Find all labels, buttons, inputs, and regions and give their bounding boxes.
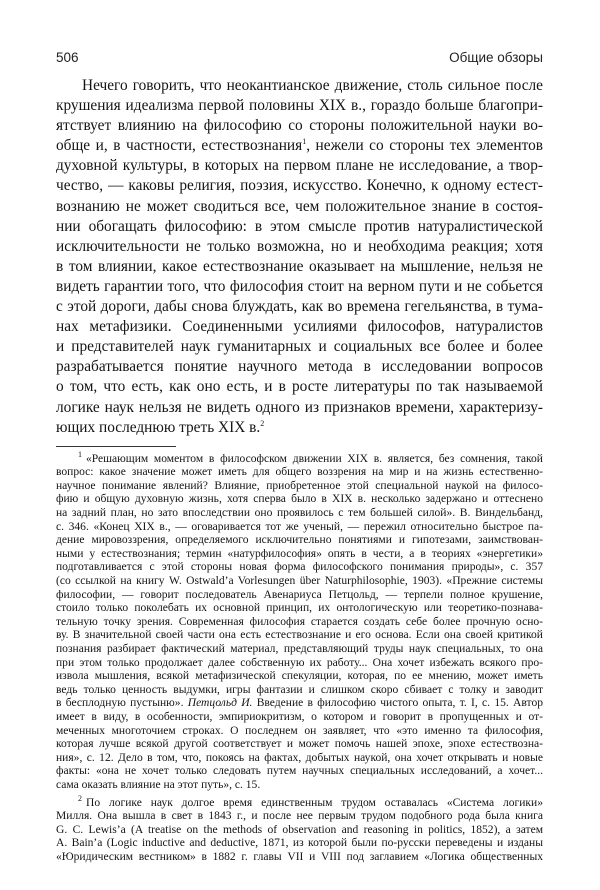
footnote-line: философии, — говорит последователь Авенариуса Петцольд, — терпели полное крушение, bbox=[56, 588, 543, 601]
footnote-line-text: По логике наук долгое время единственным трудом оставалась «Система логики» bbox=[86, 796, 543, 809]
main-line-part: обще и, в частности, естествознания bbox=[56, 137, 303, 155]
footnote-line: с. 346. «Конец XIX в., — оговаривается тот же ученый, — пережил относительно быстрое па- bbox=[56, 520, 543, 533]
main-line-part: ющих последнюю треть XIX в. bbox=[56, 418, 261, 436]
footnote-ref-2[interactable]: 2 bbox=[260, 418, 265, 428]
footnote-line: A. Bain’a (Logic inductive and deductive, 1871, из которой были по-русски переведены и изданы bbox=[56, 837, 543, 850]
main-line: нии обогащать философию: в этом смысле против натуралистической bbox=[56, 217, 543, 235]
footnote-line: при этом только продолжает далее собственную их работу... Она хочет избежать всякого про- bbox=[56, 656, 543, 669]
running-header bbox=[56, 50, 543, 70]
footnote-line: на задний план, но зато впоследствии оно проявилось с тем большей силой». В. Виндельбанд, bbox=[56, 507, 543, 520]
main-line: с этой дороги, дабы снова блуждать, как во времена гегельянства, в тума- bbox=[56, 298, 543, 316]
footnote-line: стоило только поколебать их основной принцип, их онтологическую или теоретико-познава- bbox=[56, 602, 543, 615]
footnote-line: дение мировоззрения, определяемого исключительно понятиями и гипотезами, заимствован- bbox=[56, 534, 543, 547]
main-line: в том влиянии, какое естествознание оказывает на мышление, нельзя не bbox=[56, 257, 543, 275]
main-line: вознанию не может сводиться все, чем положительное знание в состоя- bbox=[56, 197, 543, 215]
main-line: видеть гарантии того, что философия стоит на верном пути и не собьется bbox=[56, 277, 543, 295]
main-line: логике наук нельзя не видеть одного из признаков времени, характеризу- bbox=[56, 398, 543, 416]
footnote-line: ву. В значительной своей части она есть естествознание и его основа. Если она своей критикой bbox=[56, 629, 543, 642]
footnote-line: ведь только ценность выдумки, игры фантазии и слишком скоро сбивает с толку и заводит bbox=[56, 683, 543, 696]
footnote-line: Милля. Она вышла в свет в 1843 г., и после нее первым трудом подобного рода была книга bbox=[56, 810, 543, 823]
main-paragraph bbox=[56, 76, 543, 438]
main-line: и представителей наук гуманитарных и социальных все более и более bbox=[56, 338, 543, 356]
running-title: Общие обзоры bbox=[449, 50, 543, 65]
main-line-part: , нежели со стороны тех элементов bbox=[306, 137, 544, 155]
footnote-line bbox=[56, 793, 543, 811]
footnote-line: ными у естествознания; термин «натурфилософия» опять в чести, а в теориях «энергетики» bbox=[56, 547, 543, 560]
footnote-line bbox=[56, 449, 543, 467]
footnote-divider bbox=[56, 446, 176, 447]
main-line: крушения идеализма первой половины XIX в., гораздо больше благопри- bbox=[56, 97, 543, 115]
main-line-with-footnote-ref bbox=[56, 136, 543, 156]
page-body bbox=[56, 76, 543, 869]
footnote-line: вопрос: какое значение может иметь для общего воззрения на мир и на жизнь естественно- bbox=[56, 466, 543, 479]
footnote-2 bbox=[56, 793, 543, 865]
main-line: о том, что есть, как оно есть, и в росте литературы по так называемой bbox=[56, 378, 543, 396]
footnote-line bbox=[56, 697, 543, 711]
footnote-line: которая лучше всякой другой соответствует и может помочь нашей эпохе, эпохе естествозна- bbox=[56, 738, 543, 751]
footnote-line-text: Введение в философию чистого опыта, т. I, с. 15. Автор bbox=[256, 697, 543, 710]
footnote-line: G. C. Lewis’a (A treatise on the methods of observation and reasoning in politics, 1852), а затем bbox=[56, 823, 543, 836]
footnote-line: ния», с. 12. Дело в том, что, покоясь на фактах, добытых наукой, она хочет открывать и новые bbox=[56, 751, 543, 764]
footnote-line: факты: «она не хочет только следовать путем научных специальных исследований, а хочет... bbox=[56, 765, 543, 778]
footnote-line: сама оказать влияние на этот путь», с. 15. bbox=[56, 778, 261, 791]
footnote-line: фию и общую духовную жизнь, хотя сперва было в XIX в. несколько задержано и оттеснено bbox=[56, 493, 543, 506]
footnote-1 bbox=[56, 449, 543, 793]
main-line: исключительности не только возможна, но и необходима реакция; хотя bbox=[56, 237, 543, 255]
main-line: ятствует влиянию на философию со стороны положительной науки во- bbox=[56, 117, 543, 135]
footnote-line-text: «Решающим моментом в философском движении XIX в. является, без сомнения, такой bbox=[86, 452, 543, 465]
main-line: Нечего говорить, что неокантианское движение, столь сильное после bbox=[82, 77, 543, 94]
footnote-line: научное понимание явлений? Влияние, приобретенное этой специальной наукой на филосо- bbox=[56, 479, 543, 492]
footnote-line: имеет в виду, в особенности, эмпириокритизм, о котором и говорит в пропущенных и от- bbox=[56, 710, 543, 723]
footnote-line: извола мышления, всякой метафизической спекуляции, которая, по ее мнению, может иметь bbox=[56, 670, 543, 683]
footnote-line: меченных многоточием строках. О последнем он заявляет, что «это именно та философия, bbox=[56, 724, 543, 737]
main-line-with-footnote-ref bbox=[56, 418, 543, 438]
footnote-marker: 2 bbox=[78, 793, 82, 803]
footnote-marker: 1 bbox=[78, 449, 82, 459]
author-name-italic: Петцольд И. bbox=[187, 697, 253, 710]
footnote-line: (со ссылкой на книгу W. Ostwald’a Vorlesungen über Naturphilosophie, 1903). «Прежние системы bbox=[56, 575, 543, 588]
page-number: 506 bbox=[56, 50, 79, 65]
main-line: разрабатывается понятие научного метода в исследовании вопросов bbox=[56, 358, 543, 376]
footnote-line: тельную точку зрения. Современная философия старается создать себе более прочную осно- bbox=[56, 615, 543, 628]
footnote-line: подготавливается с этой стороны новая форма философского понимания природы», с. 357 bbox=[56, 561, 543, 574]
footnote-line: «Юридическим вестником» в 1882 г. главы VII и VIII под заглавием «Логика общественных bbox=[56, 850, 543, 863]
main-line: чество, — каковы религия, поэзия, искусство. Конечно, к одному естест- bbox=[56, 177, 543, 195]
footnote-ref-1[interactable]: 1 bbox=[302, 137, 307, 147]
footnote-line: познания разбирает фактический материал, представляющий труды наук специальных, то она bbox=[56, 643, 543, 655]
footnote-line-text: в бесплодную пустыню». bbox=[56, 697, 184, 710]
main-line: нах метафизики. Соединенными усилиями философов, натуралистов bbox=[56, 318, 543, 336]
main-line: духовной культуры, в которых на первом плане не исследование, а твор- bbox=[56, 157, 543, 175]
